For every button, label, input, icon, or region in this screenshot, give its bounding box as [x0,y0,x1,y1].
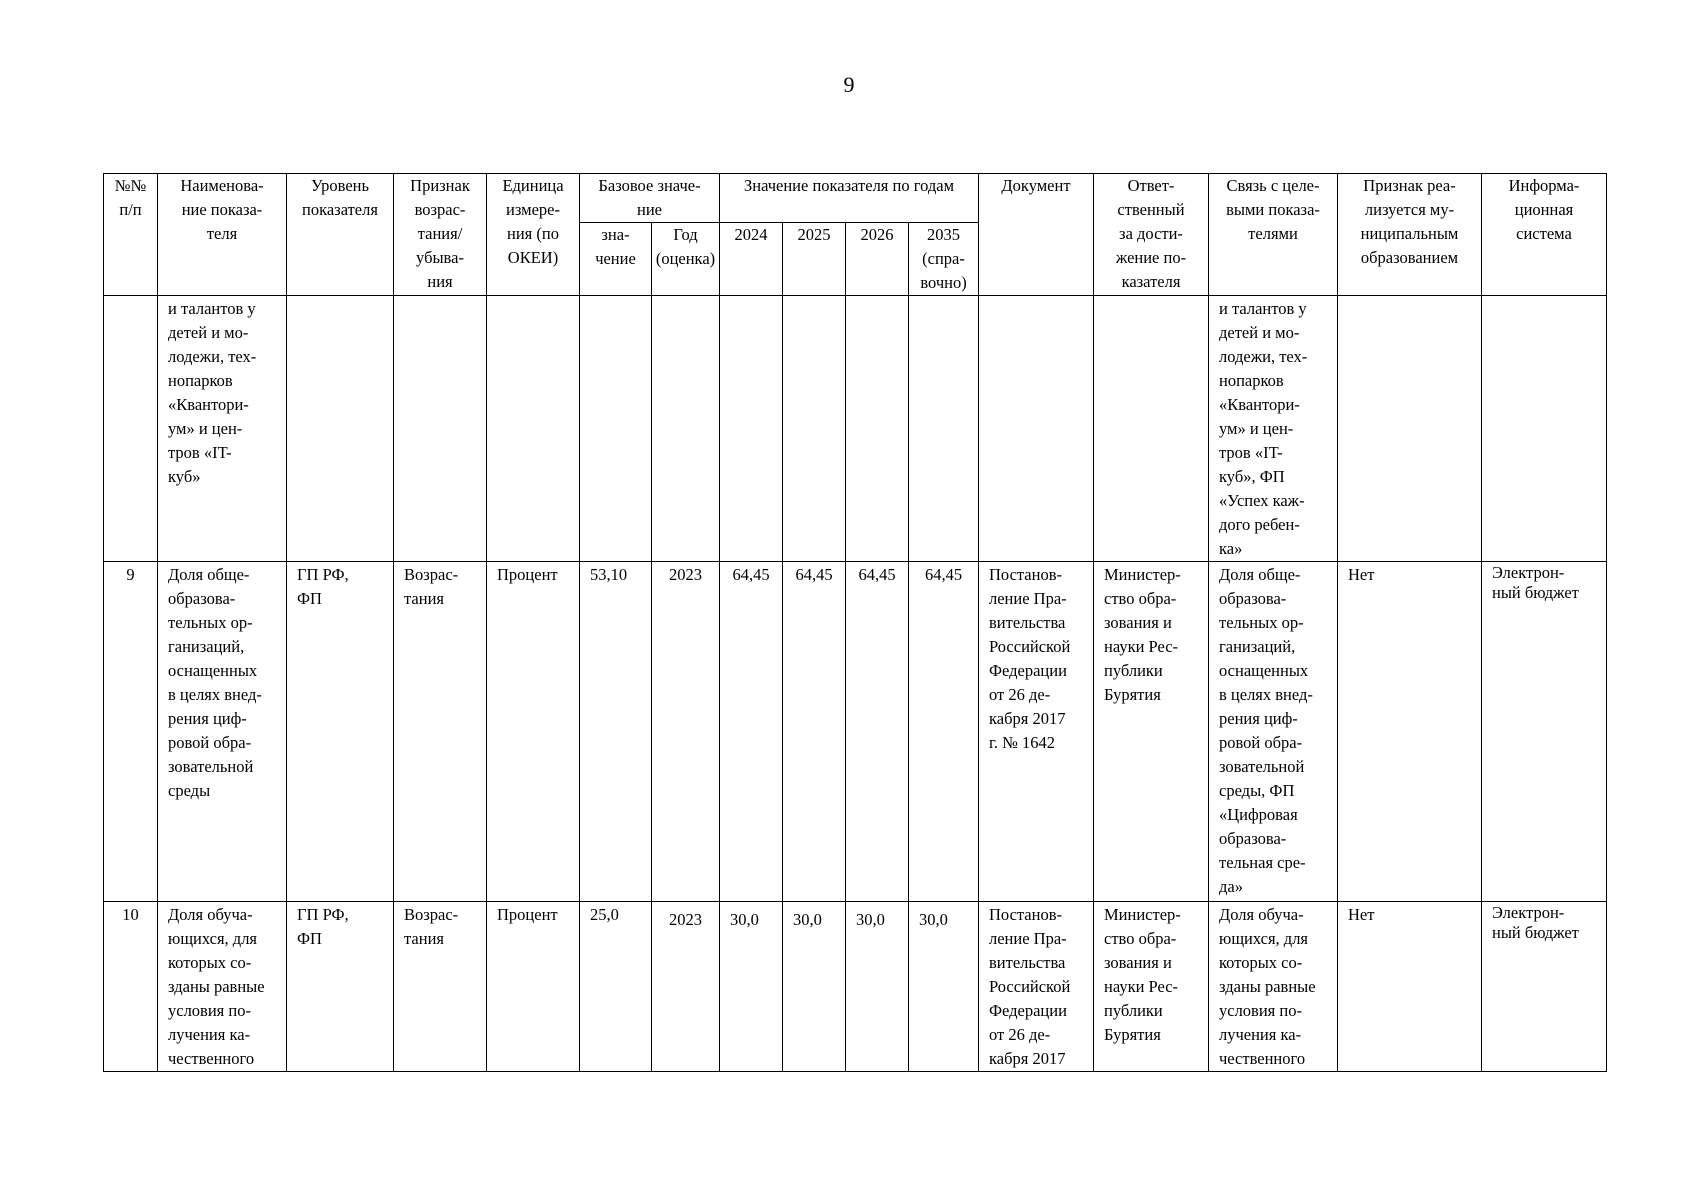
header-link-to-targets [1209,174,1338,296]
cell-text-line: ние показа- [181,200,263,219]
cell-2025 [783,296,846,562]
cell-text-line: и талантов у [168,299,256,318]
cell-text-line: за дости- [1119,224,1183,243]
cell-text-line: детей и мо- [168,323,249,342]
cell-2026: 64,45 [846,562,909,902]
cell-text-line: система [1516,224,1572,243]
cell-num: 9 [104,562,158,902]
cell-text-line: №№ [114,176,147,195]
cell-text-line: Доля обуча- [168,905,253,924]
cell-text-line: ющихся, для [168,929,258,948]
cell-text-line: куб», ФП [1219,467,1285,486]
cell-text-line: ство обра- [1104,589,1177,608]
cell-2026 [846,296,909,562]
cell-text-line: зования и [1104,613,1172,632]
cell-text-line: Постанов- [989,905,1063,924]
cell-text-line: вительства [989,953,1066,972]
cell-indicator-name [158,296,287,562]
cell-text-line: рения циф- [168,709,247,728]
cell-text-line: детей и мо- [1219,323,1300,342]
cell-text-line: лодежи, тех- [168,347,257,366]
cell-2026: 30,0 [846,902,909,1072]
cell-text-line: тров «IT- [168,443,232,462]
cell-text-line: казателя [1121,272,1181,291]
cell-text-line: «Успех каж- [1219,491,1305,510]
cell-level [287,902,394,1072]
cell-text-line: образова- [1219,589,1287,608]
cell-text-line: рения циф- [1219,709,1298,728]
cell-text-line: «Квантори- [1219,395,1300,414]
cell-text-line: зовательной [168,757,254,776]
cell-2024: 30,0 [720,902,783,1072]
cell-base-year [652,296,720,562]
header-base-value [580,174,720,223]
cell-text-line: (спра- [922,249,965,268]
cell-text-line: ОКЕИ) [507,248,559,267]
cell-text-line: вочно) [920,273,967,292]
cell-municipal: Нет [1338,902,1482,1072]
cell-text-line: Федерации [989,661,1067,680]
cell-text-line: теля [206,224,238,243]
header-document: Документ [979,174,1094,296]
cell-text-line: Доля обуча- [1219,905,1304,924]
cell-text-line: убыва- [416,248,464,267]
cell-text-line: среды, ФП [1219,781,1295,800]
cell-text-line: науки Рес- [1104,977,1179,996]
cell-responsible [1094,562,1209,902]
cell-text-line: Электрон- [1492,563,1565,582]
cell-text-line: Российской [989,637,1071,656]
header-base-year [652,223,720,296]
cell-trend [394,296,487,562]
cell-text-line: публики [1104,661,1163,680]
cell-text-line: ние [637,200,662,219]
cell-text-line: ющихся, для [1219,929,1309,948]
header-level [287,174,394,296]
cell-text-line: Электрон- [1492,903,1565,922]
cell-document [979,562,1094,902]
cell-text-line: ганизаций, [168,637,245,656]
cell-text-line: в целях внед- [168,685,262,704]
table-row [104,902,1607,1072]
cell-level [287,562,394,902]
cell-base-value: 25,0 [580,902,652,1072]
header-responsible [1094,174,1209,296]
cell-text-line: ный бюджет [1492,583,1579,602]
cell-text-line: да» [1219,877,1243,896]
cell-text-line: среды [168,781,211,800]
cell-unit [487,296,580,562]
cell-text-line: зна- [601,225,630,244]
cell-trend [394,902,487,1072]
cell-text-line: (оценка) [655,249,716,268]
cell-text-line: Министер- [1104,905,1181,924]
cell-text-line: Бурятия [1104,1025,1161,1044]
cell-text-line: Базовое значе- [598,176,701,195]
cell-text-line: ния (по [507,224,559,243]
cell-text-line: тания [404,589,444,608]
cell-text-line: куб» [168,467,201,486]
cell-text-line: которых со- [1219,953,1303,972]
cell-text-line: ниципальным [1360,224,1459,243]
cell-text-line: ционная [1514,200,1574,219]
cell-text-line: тров «IT- [1219,443,1283,462]
indicators-table [103,173,1607,1072]
cell-2035: 64,45 [909,562,979,902]
cell-text-line: ровой обра- [1219,733,1303,752]
cell-text-line: «Цифровая [1219,805,1298,824]
cell-text-line: зданы равные [1219,977,1316,996]
cell-text-line: ум» и цен- [168,419,243,438]
cell-text-line: Возрас- [404,905,459,924]
cell-document [979,296,1094,562]
cell-text-line: лизуется му- [1364,200,1455,219]
cell-text-line: жение по- [1115,248,1187,267]
cell-text-line: ФП [297,929,322,948]
cell-text-line: измере- [506,200,560,219]
cell-text-line: Связь с целе- [1226,176,1320,195]
cell-text-line: лучения ка- [1219,1025,1302,1044]
cell-text-line: выми показа- [1226,200,1320,219]
cell-text-line: ГП РФ, [297,905,349,924]
cell-link-to-targets [1209,902,1338,1072]
cell-trend [394,562,487,902]
header-trend [394,174,487,296]
cell-responsible [1094,902,1209,1072]
cell-municipal: Нет [1338,562,1482,902]
cell-unit: Процент [487,902,580,1072]
cell-municipal [1338,296,1482,562]
cell-text-line: тельных ор- [168,613,253,632]
cell-2035: 30,0 [909,902,979,1072]
cell-text-line: Ответ- [1127,176,1175,195]
cell-text-line: «Квантори- [168,395,249,414]
cell-text-line: Постанов- [989,565,1063,584]
cell-text-line: чение [595,249,636,268]
cell-text-line: ственный [1117,200,1185,219]
cell-text-line: ный бюджет [1492,923,1579,942]
cell-text-line: от 26 де- [989,685,1051,704]
cell-indicator-name [158,902,287,1072]
cell-text-line: ганизаций, [1219,637,1296,656]
cell-num [104,296,158,562]
cell-text-line: зовательной [1219,757,1305,776]
cell-base-year: 2023 [652,902,720,1072]
cell-text-line: Уровень [310,176,370,195]
cell-text-line: г. № 1642 [989,733,1056,752]
cell-text-line: зования и [1104,953,1172,972]
cell-text-line: Признак [410,176,470,195]
cell-text-line: публики [1104,1001,1163,1020]
header-indicator-name [158,174,287,296]
header-municipal [1338,174,1482,296]
cell-text-line: телями [1248,224,1298,243]
cell-text-line: дого ребен- [1219,515,1300,534]
cell-text-line: возрас- [414,200,466,219]
cell-info-system [1482,296,1607,562]
header-base-val [580,223,652,296]
cell-text-line: образова- [168,589,236,608]
header-unit [487,174,580,296]
cell-text-line: показателя [302,200,378,219]
cell-text-line: ление Пра- [989,929,1067,948]
cell-text-line: науки Рес- [1104,637,1179,656]
cell-document [979,902,1094,1072]
cell-text-line: тельная сре- [1219,853,1306,872]
table-row [104,562,1607,902]
cell-responsible [1094,296,1209,562]
cell-text-line: ление Пра- [989,589,1067,608]
cell-2035 [909,296,979,562]
cell-text-line: оснащенных [1219,661,1309,680]
cell-text-line: 2035 [927,225,960,244]
cell-num: 10 [104,902,158,1072]
cell-text-line: ния [427,272,453,291]
cell-base-year: 2023 [652,562,720,902]
cell-text-line: Признак реа- [1363,176,1456,195]
cell-text-line: Возрас- [404,565,459,584]
cell-text-line: Бурятия [1104,685,1161,704]
header-num [104,174,158,296]
cell-text-line: оснащенных [168,661,258,680]
cell-level [287,296,394,562]
cell-link-to-targets [1209,562,1338,902]
cell-text-line: лодежи, тех- [1219,347,1308,366]
cell-text-line: ФП [297,589,322,608]
cell-text-line: вительства [989,613,1066,632]
cell-text-line: ум» и цен- [1219,419,1294,438]
cell-unit: Процент [487,562,580,902]
cell-text-line: лучения ка- [168,1025,251,1044]
cell-indicator-name [158,562,287,902]
cell-text-line: чественного [1219,1049,1306,1068]
cell-text-line: нопарков [1219,371,1284,390]
cell-2025: 30,0 [783,902,846,1072]
cell-text-line: Доля обще- [168,565,250,584]
cell-text-line: Информа- [1508,176,1580,195]
cell-2024: 64,45 [720,562,783,902]
cell-text-line: Доля обще- [1219,565,1301,584]
cell-text-line: Наименова- [180,176,264,195]
cell-text-line: ка» [1219,539,1243,558]
cell-text-line: кабря 2017 [989,1049,1066,1068]
cell-text-line: в целях внед- [1219,685,1313,704]
page-number: 9 [843,72,855,97]
cell-link-to-targets [1209,296,1338,562]
cell-text-line: Год [673,225,698,244]
table-row [104,296,1607,562]
cell-text-line: зданы равные [168,977,265,996]
header-year-2025: 2025 [783,223,846,296]
cell-text-line: тания/ [417,224,463,243]
cell-text-line: нопарков [168,371,233,390]
cell-text-line: ство обра- [1104,929,1177,948]
cell-text-line: Российской [989,977,1071,996]
cell-base-value: 53,10 [580,562,652,902]
cell-text-line: которых со- [168,953,252,972]
cell-text-line: образованием [1360,248,1459,267]
cell-text-line: условия по- [1219,1001,1302,1020]
header-values-by-year: Значение показателя по годам [720,174,979,223]
cell-text-line: Единица [502,176,564,195]
cell-2024 [720,296,783,562]
cell-text-line: тания [404,929,444,948]
cell-text-line: ровой обра- [168,733,252,752]
header-year-2024: 2024 [720,223,783,296]
cell-text-line: Министер- [1104,565,1181,584]
cell-info-system [1482,902,1607,1072]
cell-info-system [1482,562,1607,902]
header-row-top [104,174,1607,223]
cell-text-line: Федерации [989,1001,1067,1020]
header-year-2026: 2026 [846,223,909,296]
cell-text-line: образова- [1219,829,1287,848]
cell-base-value [580,296,652,562]
header-year-2035 [909,223,979,296]
header-info-system [1482,174,1607,296]
cell-text-line: условия по- [168,1001,251,1020]
cell-text-line: от 26 де- [989,1025,1051,1044]
cell-text-line: п/п [119,200,142,219]
cell-text-line: ГП РФ, [297,565,349,584]
cell-text-line: и талантов у [1219,299,1307,318]
cell-2025: 64,45 [783,562,846,902]
cell-text-line: чественного [168,1049,255,1068]
cell-text-line: кабря 2017 [989,709,1066,728]
cell-text-line: тельных ор- [1219,613,1304,632]
